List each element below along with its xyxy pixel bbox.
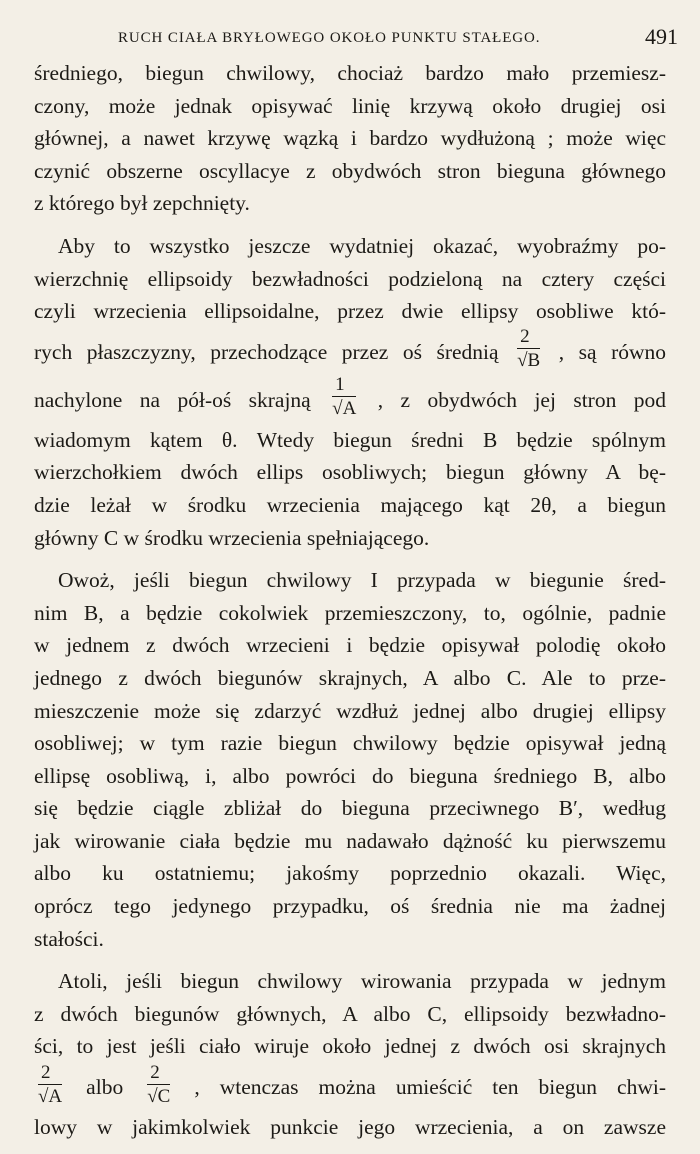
text-fragment: , z obydwóch jej stron pod (377, 387, 667, 412)
text-line: ści, to jest jeśli ciało wiruje około jednej z dwóch osi skrajnych (34, 1034, 666, 1059)
running-title: RUCH CIAŁA BRYŁOWEGO OKOŁO PUNKTU STAŁEGO. (118, 30, 541, 46)
fraction (517, 327, 540, 370)
text-line: ellipsę osobliwą, i, albo powróci do bieguna średniego B, albo (34, 763, 666, 788)
text-fragment: nachylone na pół-oś skrajną (34, 387, 311, 412)
text-line: z którego był zepchnięty. (34, 191, 250, 216)
text-line: średniego, biegun chwilowy, chociaż bardzo mało przemiesz- (34, 61, 666, 85)
text-line: wierzchołkiem dwóch ellips osobliwych; biegun główny A bę- (34, 460, 666, 485)
text-fragment: , wtenczas można umieścić ten biegun chwi- (194, 1075, 667, 1100)
text-line: Atoli, jeśli biegun chwilowy wirowania przypada w jednym (58, 969, 666, 994)
text-line: czony, może jednak opisywać linię krzywą około drugiej osi (34, 93, 666, 118)
text-line: czyli wrzecienia ellipsoidalne, przez dwie ellipsy osobliwe któ- (34, 299, 666, 324)
text-line: Aby to wszystko jeszcze wydatniej okazać, wyobraźmy po- (58, 233, 666, 258)
text-line: wierzchnię ellipsoidy bezwładności podzieloną na cztery części (34, 266, 666, 291)
fraction-numerator: 1 (332, 375, 356, 397)
text-line: jak wirowanie ciała będzie mu nadawało dążność ku pierwszemu (34, 828, 666, 853)
fraction-denominator: √A (38, 1085, 63, 1107)
running-header (118, 24, 678, 49)
text-fragment: albo (86, 1075, 144, 1100)
text-line: Owoż, jeśli biegun chwilowy I przypada w biegunie śred- (58, 568, 666, 593)
fraction-denominator: √C (147, 1085, 171, 1107)
fraction (38, 1063, 62, 1106)
text-line: mieszczenie może się zdarzyć wzdłuż jednej albo drugiej ellipsy (34, 698, 666, 723)
body-text (34, 57, 666, 1144)
page-number: 491 (645, 24, 678, 49)
text-fragment: , są równo (558, 339, 667, 364)
text-line: lowy w jakimkolwiek punkcie jego wrzecienia, a on zawsze (34, 1115, 666, 1140)
fraction-denominator: √B (517, 350, 541, 372)
text-line: w jednem z dwóch wrzecieni i będzie opisywał polodię około (34, 633, 666, 658)
fraction-denominator: √A (332, 398, 357, 420)
formula-line (34, 1063, 666, 1111)
text-line: albo ku ostatniemu; jakośmy poprzednio okazali. Więc, (34, 861, 666, 886)
text-line: się będzie ciągle zbliżał do bieguna przeciwnego B′, według (34, 796, 666, 821)
text-line: osobliwej; w tym razie biegun chwilowy będzie opisywał jedną (34, 731, 666, 756)
text-line: głównej, a nawet krzywę wązką i bardzo wydłużoną ; może więc (34, 126, 666, 151)
fraction-numerator: 2 (147, 1063, 170, 1085)
text-line: oprócz tego jedynego przypadku, oś średnia nie ma żadnej (34, 894, 666, 919)
text-line: jednego z dwóch biegunów skrajnych, A albo C. Ale to prze- (34, 665, 666, 690)
formula-line (34, 376, 666, 424)
text-line: czynić obszerne oscyllacye z obydwóch stron bieguna głównego (34, 158, 666, 183)
text-fragment: rych płaszczyzny, przechodzące przez oś średnią (34, 339, 499, 364)
fraction-numerator: 2 (517, 327, 540, 349)
text-line: wiadomym kątem θ. Wtedy biegun średni B będzie spólnym (34, 427, 666, 452)
text-line: stałości. (34, 926, 104, 951)
fraction (147, 1063, 170, 1106)
formula-line (34, 328, 666, 376)
fraction-numerator: 2 (38, 1063, 62, 1085)
text-line: z dwóch biegunów głównych, A albo C, ellipsoidy bezwładno- (34, 1001, 666, 1026)
fraction (332, 375, 356, 418)
text-line: dzie leżał w środku wrzecienia mającego kąt 2θ, a biegun (34, 492, 666, 517)
text-line: główny C w środku wrzecienia spełniającego. (34, 525, 430, 550)
text-line: nim B, a będzie cokolwiek przemieszczony, to, ogólnie, padnie (34, 600, 666, 625)
